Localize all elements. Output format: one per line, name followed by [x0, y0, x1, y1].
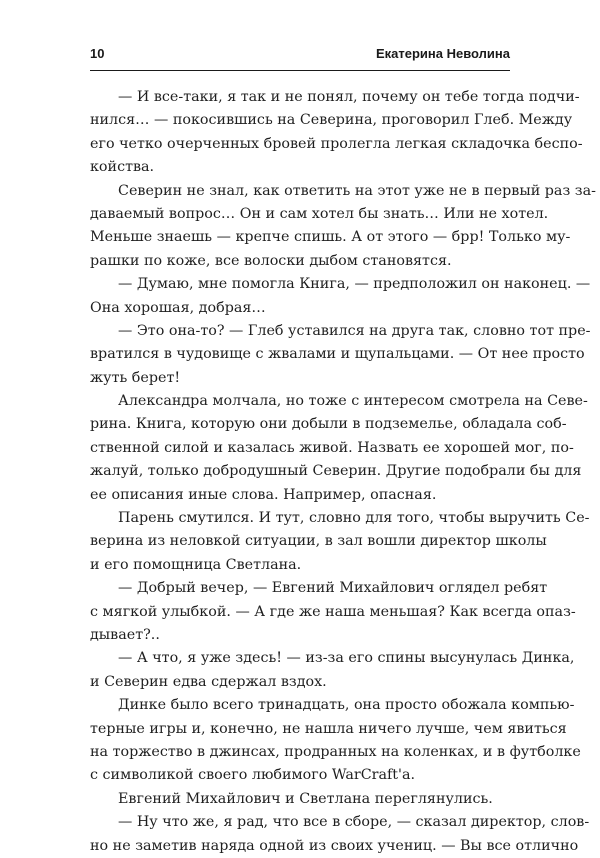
text-line: жалуй, только добродушный Северин. Другие подобрали бы для [90, 463, 582, 480]
text-line: но не заметив наряда одной из своих учениц. — Вы все отлично [90, 837, 579, 854]
text-line: рина. Книга, которую они добыли в подземелье, обладала соб- [90, 416, 567, 433]
text-line: нился… — покосившись на Северина, проговорил Глеб. Между [90, 112, 573, 129]
text-line: — И все-таки, я так и не понял, почему он тебе тогда подчи- [118, 89, 580, 105]
text-line: его четко очерченных бровей пролегла легкая складочка беспо- [90, 135, 583, 152]
text-line: на торжество в джинсах, продранных на коленках, и в футболке [90, 743, 581, 760]
text-line: — Думаю, мне помогла Книга, — предположил он наконец. — [118, 276, 591, 293]
text-line: рашки по коже, все волоски дыбом становятся. [90, 252, 452, 269]
text-line: с мягкой улыбкой. — А где же наша меньшая? Как всегда опаз- [90, 603, 576, 620]
text-line: Она хорошая, добрая… [90, 299, 266, 316]
text-line: с символикой своего любимого WarCraft'а. [90, 767, 416, 784]
text-line: — А что, я уже здесь! — из-за его спины высунулась Динка, [118, 650, 575, 667]
text-line: и Северин едва сдержал вздох. [90, 673, 327, 690]
text-line: Евгений Михайлович и Светлана переглянулись. [118, 790, 493, 807]
header-rule [90, 70, 510, 71]
text-line: Парень смутился. И тут, словно для того, чтобы выручить Се- [118, 510, 590, 527]
text-line: терные игры и, конечно, не нашла ничего лучше, чем явиться [90, 720, 567, 737]
page-number: 10 [90, 46, 105, 61]
text-line: жуть берет! [90, 369, 181, 386]
text-line: ее описания иные слова. Например, опасная. [90, 486, 437, 503]
text-line: дывает?.. [90, 626, 160, 643]
running-head-author: Екатерина Неволина [375, 46, 510, 61]
text-line: и его помощница Светлана. [90, 556, 302, 573]
text-line: даваемый вопрос… Он и сам хотел бы знать… Или не хотел. [90, 205, 549, 222]
text-line: Меньше знаешь — крепче спишь. А от этого — брр! Только му- [90, 229, 571, 246]
text-line: ственной силой и казалась живой. Назвать ее хорошей мог, по- [90, 439, 574, 456]
text-line: вратился в чудовище с жвалами и щупальцами. — От нее просто [90, 346, 585, 363]
text-line: — Добрый вечер, — Евгений Михайлович оглядел ребят [118, 580, 548, 597]
page-header [90, 46, 510, 66]
text-line: Динке было всего тринадцать, она просто обожала компью- [118, 697, 575, 714]
text-line: — Ну что же, я рад, что все в сборе, — сказал директор, слов- [118, 814, 590, 831]
text-line: Северин не знал, как ответить на этот уже не в первый раз за- [118, 182, 596, 199]
text-line: верина из неловкой ситуации, в зал вошли директор школы [90, 533, 547, 550]
text-line: Александра молчала, но тоже с интересом смотрела на Севе- [118, 393, 588, 410]
text-line: койства. [90, 159, 155, 176]
text-line: — Это она-то? — Глеб уставился на друга так, словно тот пре- [118, 322, 591, 339]
body-text [90, 86, 596, 858]
